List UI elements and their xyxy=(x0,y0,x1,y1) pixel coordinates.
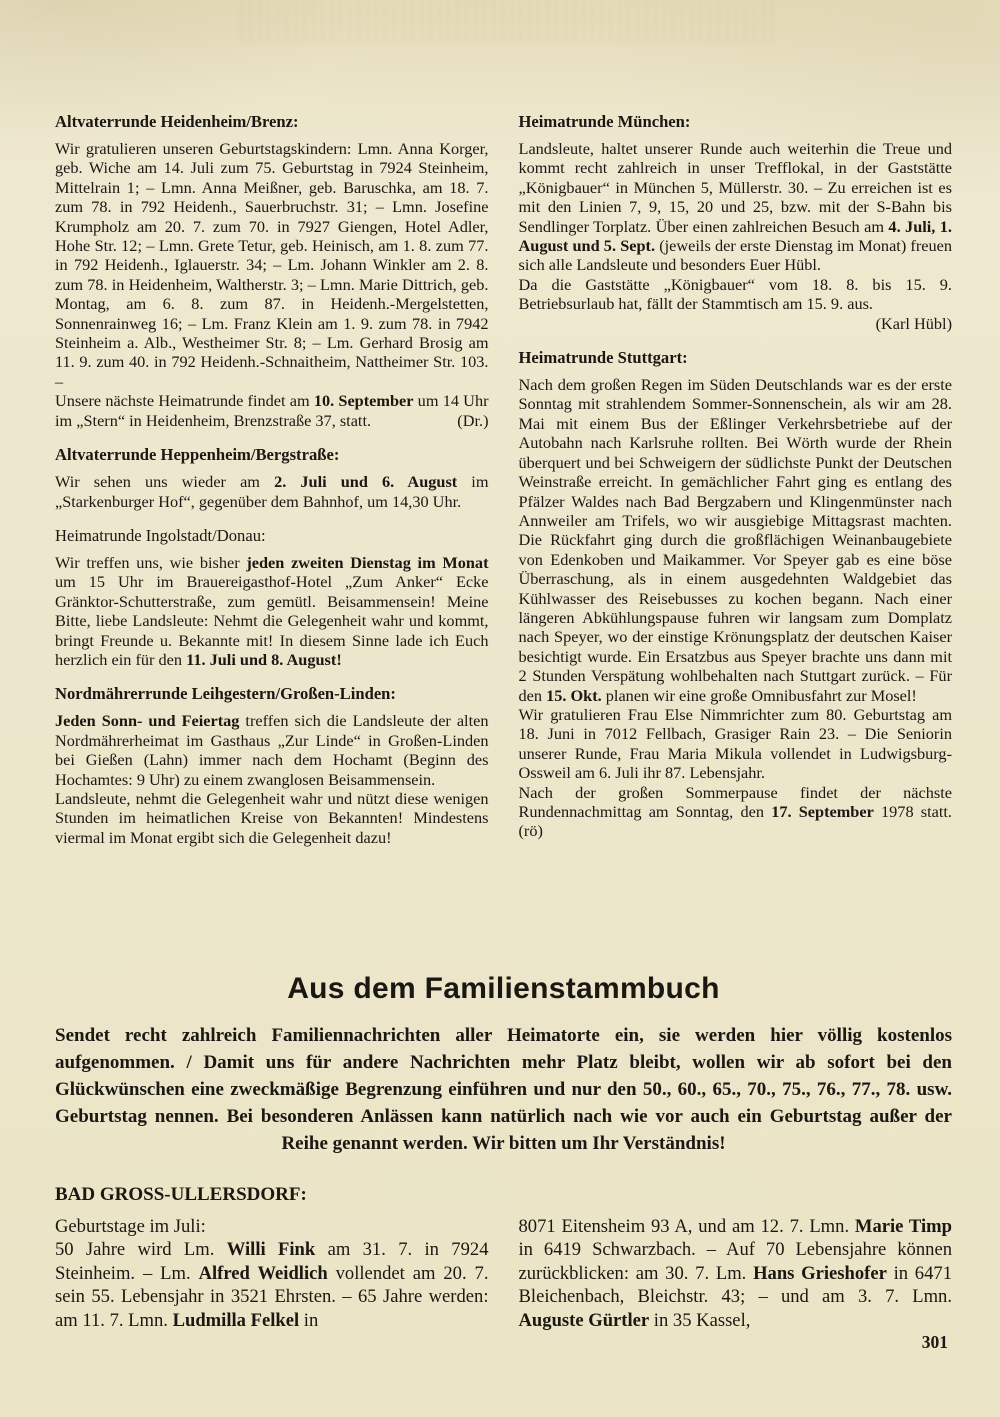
article-heading: Heimatrunde Stuttgart: xyxy=(518,348,688,368)
article-heading: Nordmährerrunde Leihgestern/Großen-Linden: xyxy=(55,684,396,704)
page-number: 301 xyxy=(921,1332,948,1352)
article-paragraph: Nach der großen Sommerpause findet der nächste Rundennachmittag am Sonntag, den 17. September 1978 statt. (rö) xyxy=(518,782,953,841)
article-heading: Altvaterrunde Heidenheim/Brenz: xyxy=(55,112,299,131)
article-paragraph: Landsleute, nehmt die Gelegenheit wahr und nützt diese wenigen Stunden im heimatlichen Kreise von Bekannten! Mindestens viermal im Monat ergibt sich die Gelegenheit dazu! xyxy=(55,788,489,847)
family-news-section xyxy=(55,972,952,1332)
article-heading: Heimatrunde München: xyxy=(518,112,691,131)
birthdays-paragraph: 50 Jahre wird Lm. Willi Fink am 31. 7. in 7924 Steinheim. – Lm. Alfred Weidlich vollendet am 20. 7. sein 55. Lebensjahr in 3521 Ehrsten. – 65 Jahre werden: am 11. 7. Lmn. Ludmilla Felkel in xyxy=(55,1239,489,1331)
article-paragraph: Wir treffen uns, wie bisher jeden zweiten Dienstag im Monat um 15 Uhr im Brauereigasthof-Hotel „Zum Anker“ Ecke Gränktor-Schutterstraße, zum gemütl. Beisammensein! Meine Bitte, liebe Landsleute: Nehmt die Gelegenheit wahr und kommt, bringt Freunde u. Bekannte mit! In diesem Sinne lade ich Euch herzlich ein für den 11. Juli und 8. August! xyxy=(55,552,489,669)
article-paragraph: Jeden Sonn- und Feiertag treffen sich die Landsleute der alten Nordmährerheimat im Gasthaus „Zur Linde“ in Großen-Linden bei Gießen (Lahn) immer nach dem Hochamt (Beginn des Hochamtes: 9 Uhr) zu einem zwanglosen Beisammensein. xyxy=(55,711,489,789)
top-two-column-section xyxy=(55,112,952,942)
article-paragraph: Unsere nächste Heimatrunde findet am 10. September um 14 Uhr im „Stern“ in Heidenheim, Brenzstraße 37, statt. (Dr.) xyxy=(55,391,489,430)
article-signature: (Karl Hübl) xyxy=(875,313,952,333)
left-column xyxy=(55,112,489,847)
article-paragraph: Wir gratulieren unseren Geburtstagskindern: Lmn. Anna Korger, geb. Wiche am 14. Juli zum 75. Geburtstag in 7924 Steinheim, Mittelrain 1; – Lmn. Anna Meißner, geb. Baruschka, am 18. 7. zum 78. in 792 Heidenh., Sauerbruchstr. 31; – Lmn. Josefine Krumpholz am 20. 7. zum 70. in 7927 Giengen, Hotel Adler, Hohe Str. 12; – Lmn. Grete Tetur, geb. Heinisch, am 1. 8. zum 77. in 792 Heidenh., Iglauerstr. 34; – Lm. Johann Winkler am 2. 8. zum 78. in Heidenheim, Waltherstr. 3; – Lmn. Marie Dittrich, geb. Montag, am 6. 8. zum 87. in Heidenh.-Mergelstetten, Sonnenrainweg 16; – Lm. Franz Klein am 1. 9. zum 78. in 7942 Steinheim a. Alb., Westheimer Str. 8; – Lm. Gerhard Brosig am 11. 9. zum 40. in 792 Heidenh.-Schnaitheim, Nattheimer Str. 103. – xyxy=(55,139,489,391)
article-heading: Heimatrunde Ingolstadt/Donau: xyxy=(55,525,266,545)
article-heimatrunde-stuttgart xyxy=(519,348,953,841)
bottom-right-column xyxy=(519,1215,953,1332)
article-heading: Altvaterrunde Heppenheim/Bergstraße: xyxy=(55,445,340,465)
article-heimatrunde-muenchen xyxy=(519,112,953,333)
article-paragraph: Wir sehen uns wieder am 2. Juli und 6. August im „Starkenburger Hof“, gegenüber dem Bahnhof, um 14,30 Uhr. xyxy=(55,472,489,511)
article-paragraph: Da die Gaststätte „Königbauer“ vom 18. 8. bis 15. 9. Betriebsurlaub hat, fällt der Stammtisch am 15. 9. aus. xyxy=(518,274,952,314)
article-paragraph: Landsleute, haltet unserer Runde auch weiterhin die Treue und kommt recht zahlreich in unser Trefflokal, in der Gaststätte „Königbauer“ in München 5, Müllerstr. 30. – Zu erreichen ist es mit den Linien 7, 9, 15, 20 und 25, bzw. mit der S-Bahn bis Sendlinger Torplatz. Über einen zahlreichen Besuch am 4. Juli, 1. August und 5. Sept. (jeweils der erste Dienstag im Monat) freuen sich alle Landsleute und besonders Euer Hübl. xyxy=(518,139,953,275)
birthdays-lead-line: Geburtstage im Juli: xyxy=(55,1216,206,1237)
family-section-title: Aus dem Familienstammbuch xyxy=(287,972,720,1005)
article-nordmaehrerrunde-leihgestern xyxy=(55,684,489,847)
bottom-two-column-section xyxy=(55,1215,952,1332)
article-heimatrunde-ingolstadt xyxy=(55,526,489,669)
bottom-left-column xyxy=(55,1215,489,1332)
place-heading: BAD GROSS-ULLERSDORF: xyxy=(55,1184,307,1205)
article-paragraph: Wir gratulieren Frau Else Nimmrichter zum 80. Geburtstag am 18. Juni in 7012 Fellbach, Grasiger Rain 23. – Die Seniorin unserer Runde, Frau Maria Mikula vollendet in Ludwigsburg-Ossweil am 6. Juli ihr 87. Lebensjahr. xyxy=(518,704,952,783)
article-altvaterrunde-heidenheim xyxy=(55,112,489,430)
family-intro-paragraph: Sendet recht zahlreich Familiennachrichten aller Heimatorte ein, sie werden hier völlig kostenlos aufgenommen. / Damit uns für andere Nachrichten mehr Platz bleibt, wollen wir ab sofort bei den Glückwünschen eine zweckmäßige Begrenzung einführen und nur den 50., 60., 65., 70., 75., 76., 77., 78. usw. Geburtstag nennen. Bei besonderen Anlässen kann natürlich nach wie vor auch ein Geburtstag außer der Reihe genannt werden. Wir bitten um Ihr Verständnis! xyxy=(55,1025,952,1154)
right-column xyxy=(519,112,953,841)
article-paragraph: Nach dem großen Regen im Süden Deutschlands war es der erste Sonntag mit strahlendem Sommer-Sonnenschein, als wir am 28. Mai mit einem Bus der Eßlinger Verkehrsbetriebe auf der Autobahn nach Karlsruhe rollten. Bei Wörth wurde der Rhein überquert und bei Schweigern der südlichste Punkt der Deutschen Weinstraße erreicht. In gemächlicher Fahrt ging es entlang des Pfälzer Waldes nach Bad Bergzabern und Klingenmünster nach Annweiler am Trifels, wo wir ausgiebige Mittagsrast machten. Die Rückfahrt ging durch die großflächigen Weinanbaugebiete von Edenkoben und Maikammer. Vor Speyer gab es eine böse Überraschung, als in einem ausgedehnten Waldgebiet das Kühlwasser des Reisebusses zu kochen begann. Nach einer längeren Abkühlungspause fuhren wir langsam zum Domplatz nach Speyer, wo der einstige Krönungsplatz der deutschen Kaiser besichtigt wurde. Ein Ersatzbus aus Speyer brachte uns dann mit 2 Stunden Verspätung wohlbehalten nach Stuttgart zurück. – Für den 15. Okt. planen wir eine große Omnibusfahrt zur Mosel! xyxy=(518,375,952,705)
birthdays-paragraph: 8071 Eitensheim 93 A, und am 12. 7. Lmn. Marie Timp in 6419 Schwarzbach. – Auf 70 Lebensjahre können zurückblicken: am 30. 7. Lm. Hans Grieshofer in 6471 Bleichenbach, Bleichstr. 43; – und am 3. 7. Lmn. Auguste Gürtler in 35 Kassel, xyxy=(518,1216,952,1331)
article-altvaterrunde-heppenheim xyxy=(55,445,489,511)
